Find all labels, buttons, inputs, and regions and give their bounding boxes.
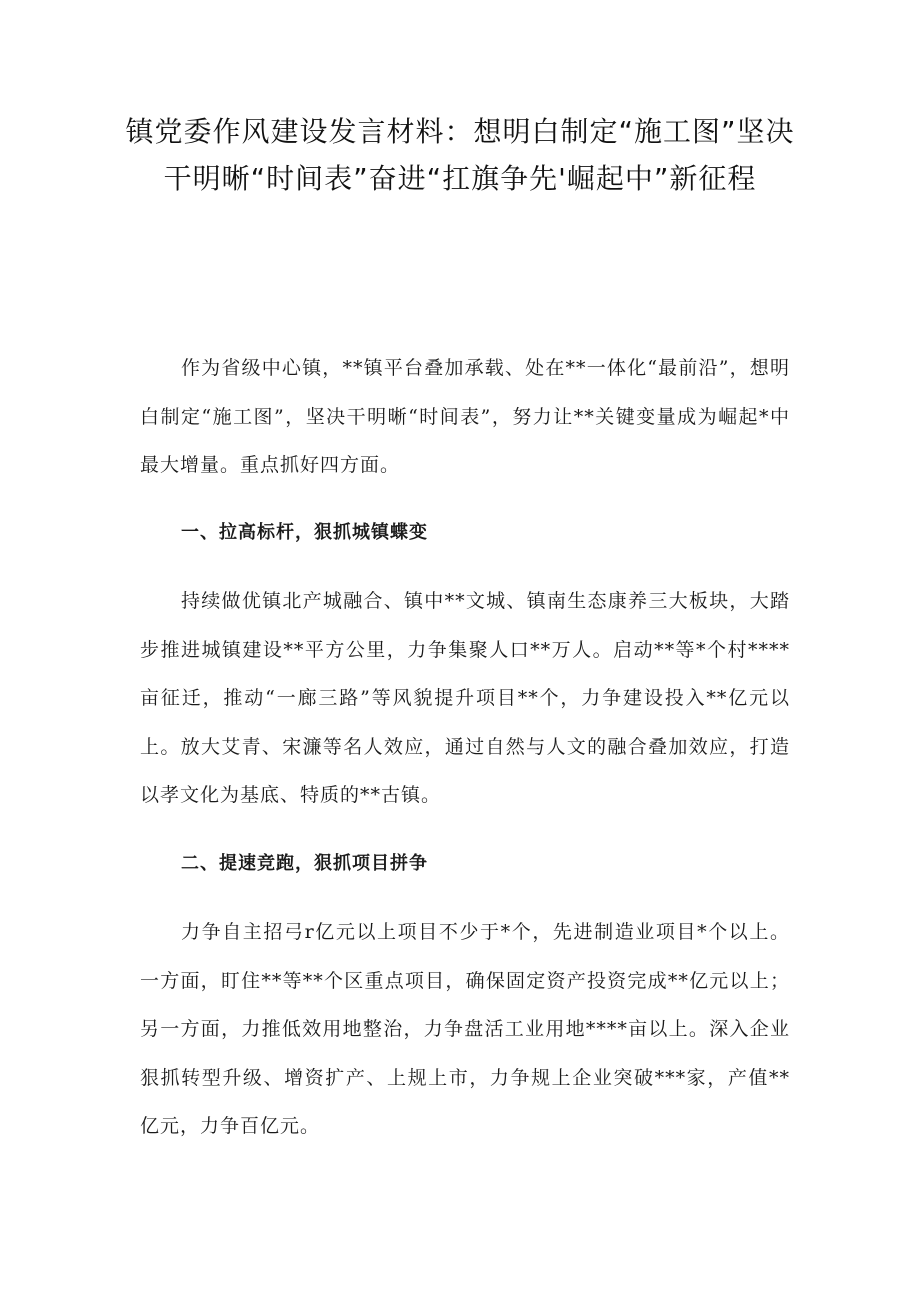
section-heading-1: 一、拉高标杆，狠抓城镇蝶变 [181,522,428,543]
intro-paragraph: 作为省级中心镇，**镇平台叠加承载、处在**一体化“最前沿”，想明白制定“施工图”，坚决干明晰“时间表”，努力让**关键变量成为崛起*中最大增量。重点抓好四方面。 [140,357,790,476]
section-body-1: 持续做优镇北产城融合、镇中**文城、镇南生态康养三大板块，大踏步推进城镇建设**平方公里，力争集聚人口**万人。启动**等*个村****亩征迁，推动“一廊三路”等风貌提升项目**个，力争建设投入**亿元以上。放大艾青、宋濂等名人效应，通过自然与人文的融合叠加效应，打造以孝文化为基底、特质的**古镇。 [140,590,790,806]
section-heading-2: 二、提速竞跑，狠抓项目拼争 [181,853,428,874]
section-body-2: 力争自主招弓r亿元以上项目不少于*个，先进制造业项目*个以上。一方面，盯住**等**个区重点项目，确保固定资产投资完成**亿元以上；另一方面，力推低效用地整治，力争盘活工业用地****亩以上。深入企业狠抓转型升级、增资扩产、上规上市，力争规上企业突破***家，产值**亿元，力争百亿元。 [140,921,790,1137]
document-title: 镇党委作风建设发言材料：想明白制定“施工图”坚决干明晰“时间表”奋进“扛旗争先'崛起中”新征程 [125,115,795,195]
